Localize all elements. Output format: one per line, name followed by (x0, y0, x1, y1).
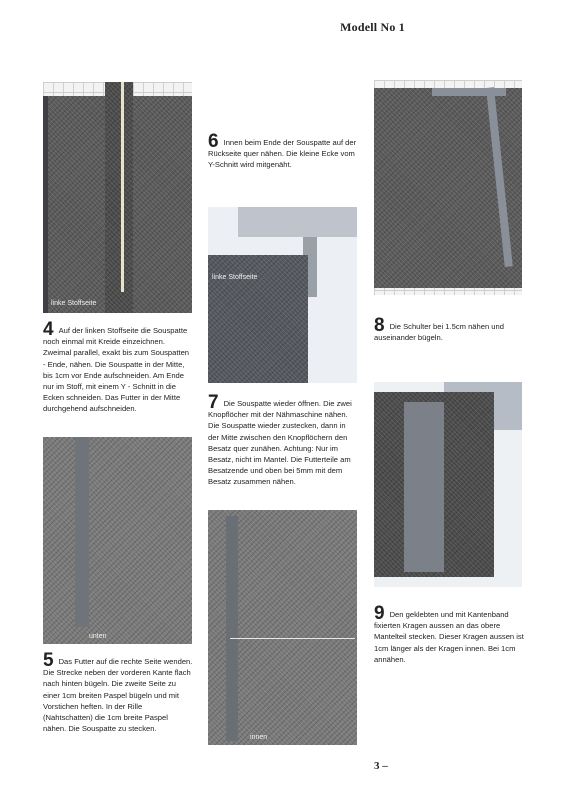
photo-step6 (208, 207, 357, 383)
step-number: 9 (374, 603, 385, 624)
step-number: 5 (43, 650, 54, 671)
photo-caption: unten (89, 633, 107, 640)
step-4 (43, 319, 193, 415)
page-title: Modell No 1 (340, 20, 405, 34)
step-text: Innen beim Ende der Souspatte auf der Rückseite quer nähen. Die kleine Ecke vom Y-Schnitt wird mitgenäht. (208, 138, 357, 170)
photo-caption: linke Stoffseite (51, 300, 97, 307)
photo-step5 (43, 437, 192, 644)
step-text: Das Futter auf die rechte Seite wenden. Die Strecke neben der vorderen Kante flach nach hinten bügeln. Die zweite Seite zu einer 1cm breiten Paspel bügeln und mit Vorstichen heften. In der Rille (Nahtschatten) die 1cm breite Paspel nähen. Die Souspatte zu stecken. (43, 657, 193, 734)
step-8 (374, 315, 524, 343)
step-number: 4 (43, 319, 54, 340)
photo-step8 (374, 80, 522, 295)
step-7 (208, 392, 358, 488)
step-number: 7 (208, 392, 219, 413)
step-5 (43, 650, 193, 734)
step-text: Die Schulter bei 1.5cm nähen und auseinander bügeln. (374, 322, 504, 343)
photo-caption: innen (250, 734, 268, 741)
page-number: 3 – (374, 760, 388, 772)
step-number: 6 (208, 131, 219, 152)
step-number: 8 (374, 315, 385, 336)
step-text: Auf der linken Stoffseite die Souspatte noch einmal mit Kreide einzeichnen. Zweimal parallel, exakt bis zum Souspatten - Ende, nähen. Die Souspatte in der Mitte, bis 1cm vor Ende aufschneiden. Am Ende nur im Stoff, mit einem Y - Schnitt in die Ecken schneiden. Das Futter in der Mitte durchgehend aufschneiden. (43, 326, 190, 414)
step-text: Die Souspatte wieder öffnen. Die zwei Knopflöcher mit der Nähmaschine nähen. Die Souspatte wieder zustecken, dann in der Mitte zwischen den Knopflöchern den Besatz quer zunähen. Achtung: Nur im Besatz, nicht im Mantel. Die Futterteile am Besatzende und oben bei 5mm mit dem Besatz zusammen nähen. (208, 399, 352, 487)
photo-step9 (374, 382, 522, 587)
photo-caption: linke Stoffseite (212, 274, 258, 281)
photo-step4 (43, 82, 192, 313)
step-text: Den geklebten und mit Kantenband fixierten Kragen aussen an das obere Mantelteil stecken. Dieser Kragen aussen ist 1cm länger als der Kragen innen. Bei 1cm annähen. (374, 610, 524, 664)
step-6 (208, 131, 358, 171)
step-9 (374, 603, 524, 665)
photo-step7 (208, 510, 357, 745)
